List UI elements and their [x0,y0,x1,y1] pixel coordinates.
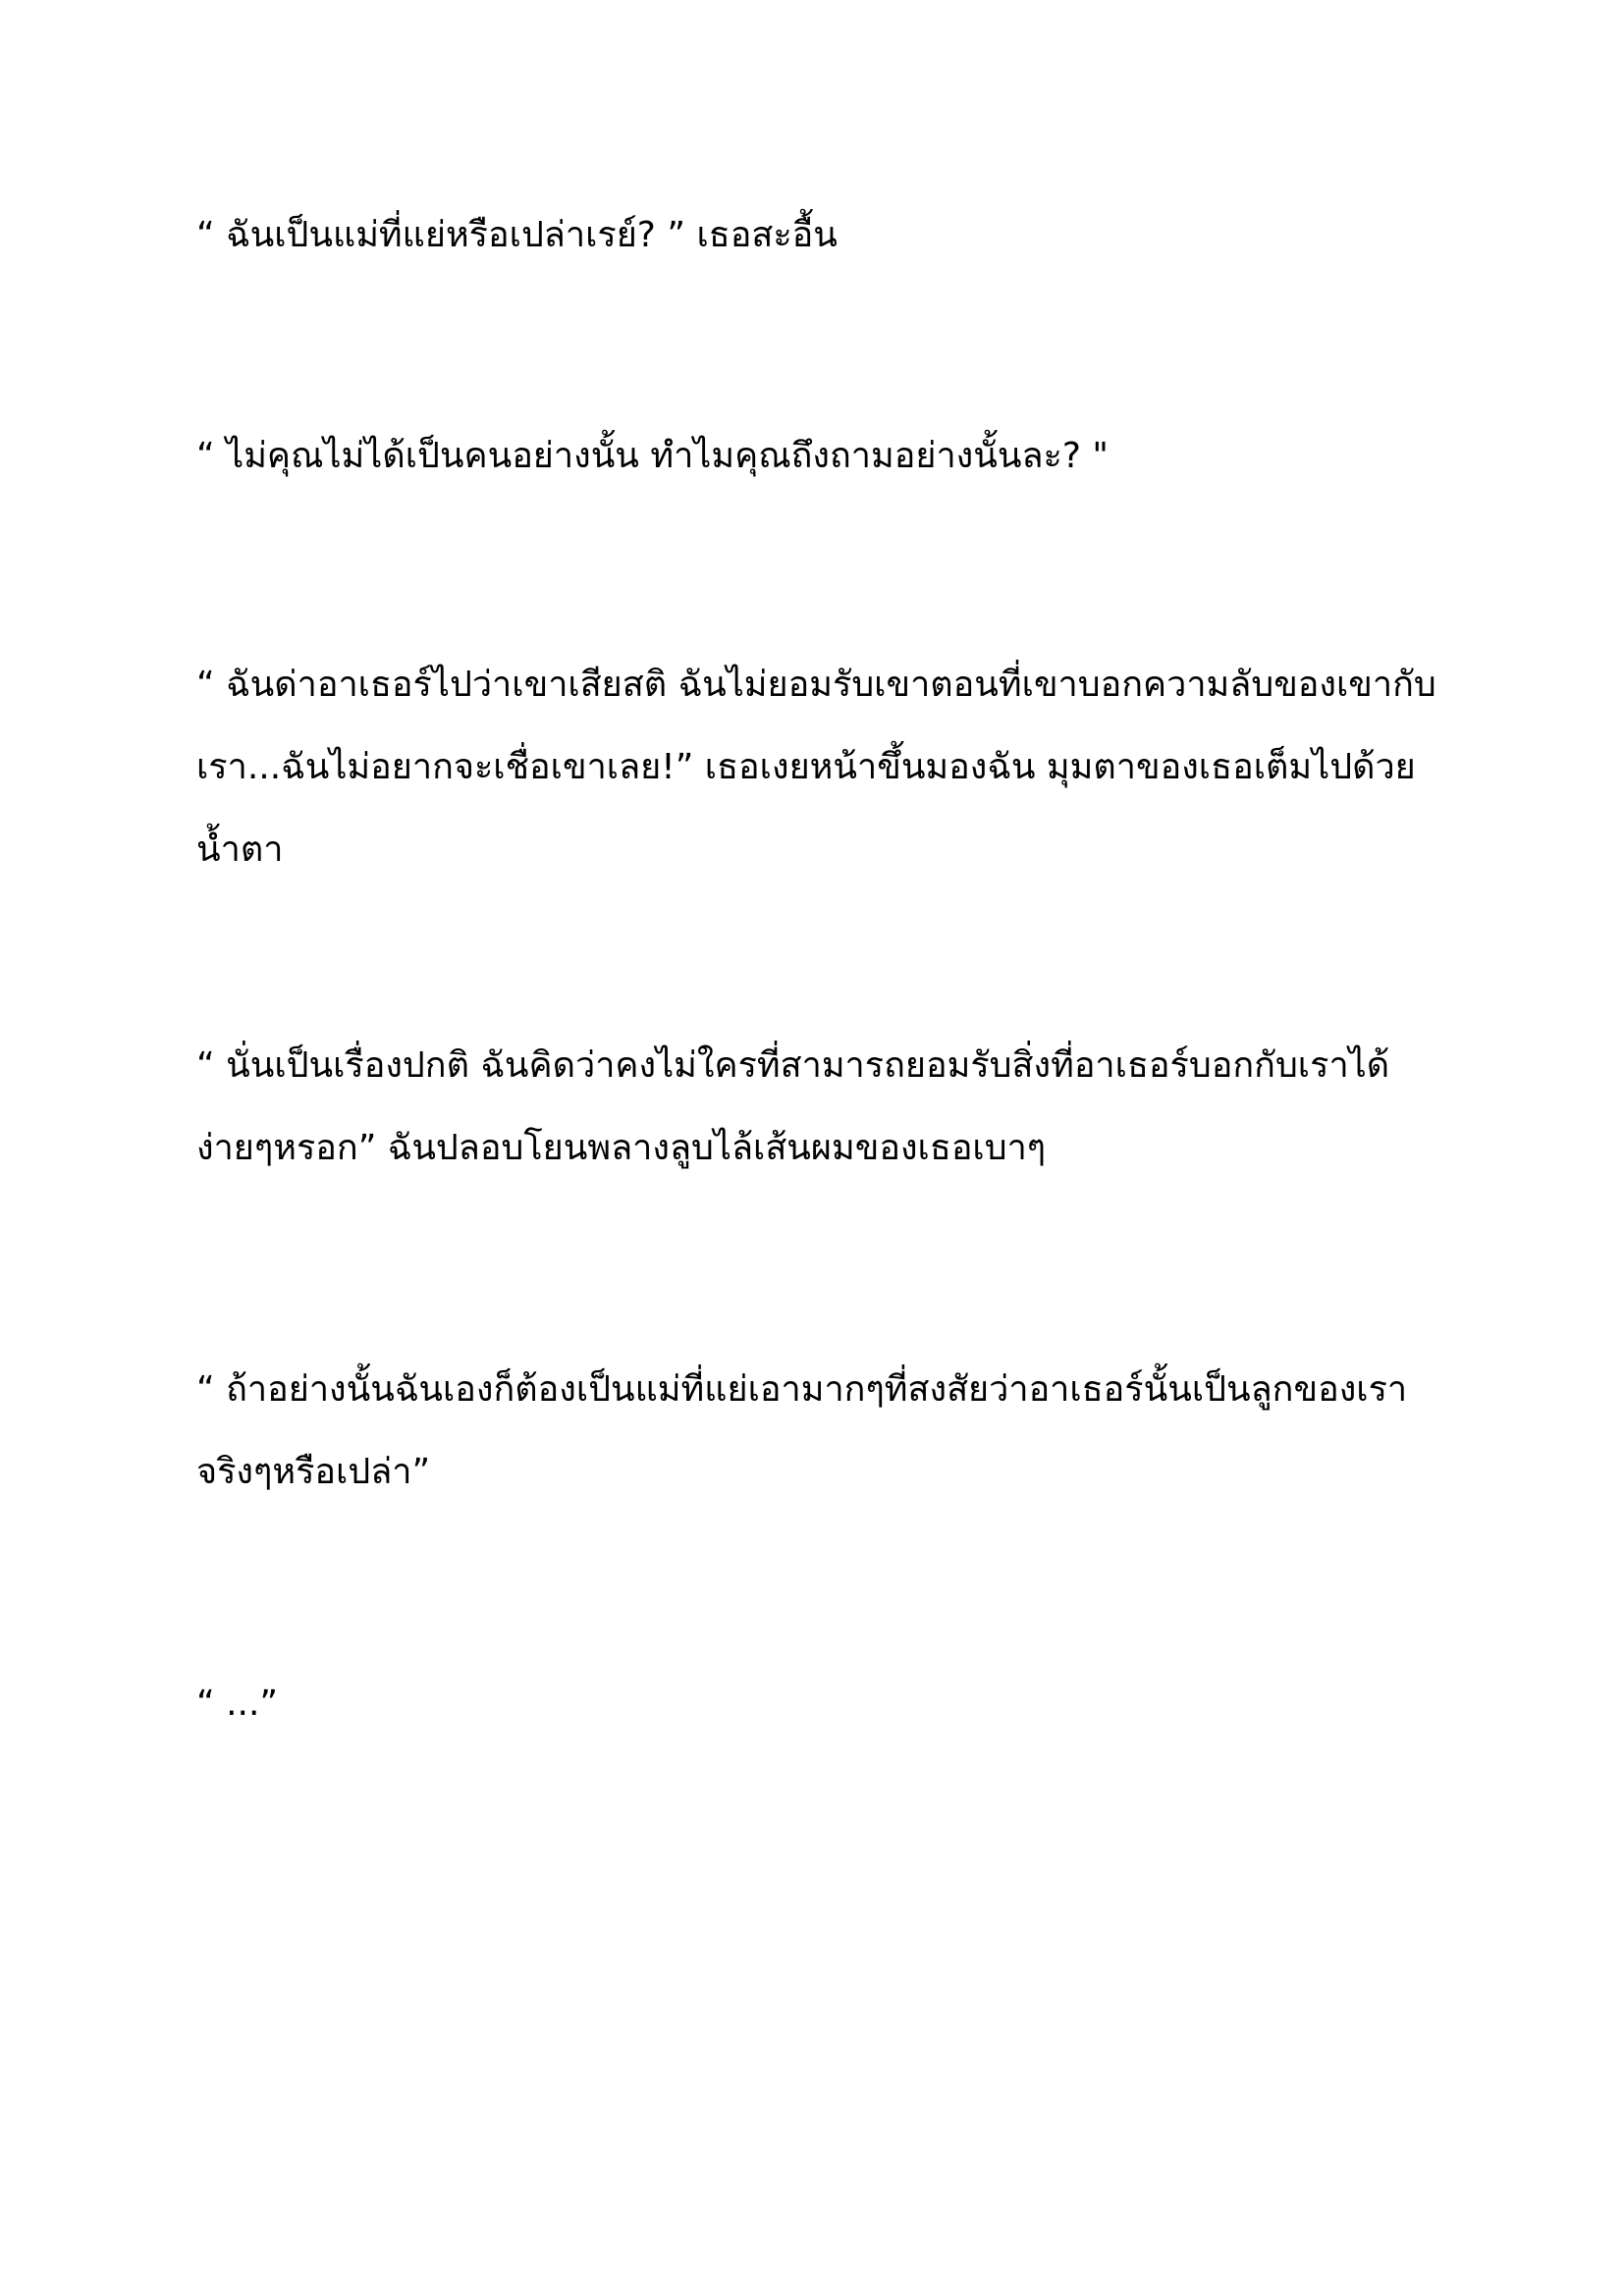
text-line: “ ฉันด่าอาเธอร์ไปว่าเขาเสียสติ ฉันไม่ยอมรับเขาตอนที่เขาบอกความลับของเขากับ [196,665,1436,705]
text-line: เรา...ฉันไม่อยากจะเชื่อเขาเลย!” เธอเงยหน้าขึ้นมองฉัน มุมตาของเธอเต็มไปด้วย [196,747,1416,787]
paragraph-5 [196,1349,1434,1514]
text-line: น้ำตา [196,829,284,870]
paragraph-2 [196,415,1434,498]
text-line: “ นั่นเป็นเรื่องปกติ ฉันคิดว่าคงไม่ใครที่สามารถยอมรับสิ่งที่อาเธอร์บอกกับเราได้ [196,1045,1390,1086]
text-line: ง่ายๆหรอก” ฉันปลอบโยนพลางลูบไล้เส้นผมของเธอเบาๆ [196,1128,1047,1168]
text-line: จริงๆหรือเปล่า” [196,1452,431,1492]
text-line: “ ไม่คุณไม่ได้เป็นคนอย่างนั้น ทำไมคุณถึงถามอย่างนั้นละ? " [196,436,1109,476]
paragraph-4 [196,1025,1434,1190]
text-line: “ ถ้าอย่างนั้นฉันเองก็ต้องเป็นแม่ที่แย่เอามากๆที่สงสัยว่าอาเธอร์นั้นเป็นลูกของเรา [196,1369,1408,1410]
paragraph-3 [196,644,1434,891]
text-line: “ ...” [196,1683,279,1724]
paragraph-6 [196,1663,1434,1745]
paragraph-1 [196,194,1434,277]
text-line: “ ฉันเป็นแม่ที่แย่หรือเปล่าเรย์? ” เธอสะอื้น [196,215,838,255]
